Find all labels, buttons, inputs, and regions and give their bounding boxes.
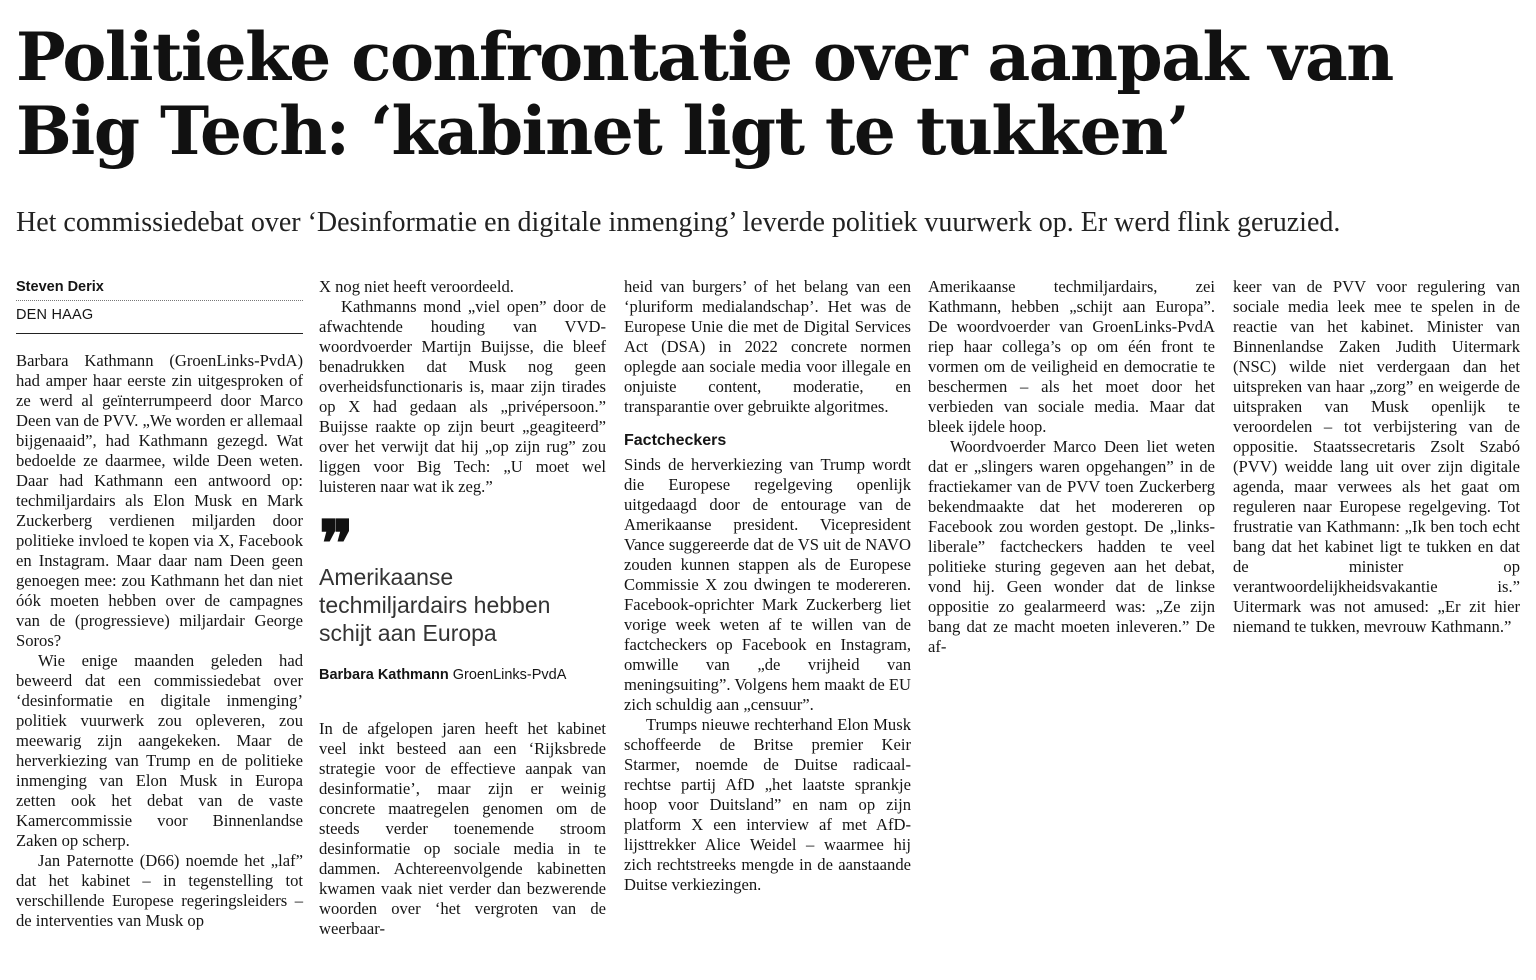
pull-quote-text: Amerikaanse techmiljardairs hebben schijt aan Europa <box>319 564 551 646</box>
pull-quote <box>319 507 606 685</box>
paragraph: Barbara Kathmann (GroenLinks-PvdA) had amper haar eerste zin uitgesproken of ze werd al geïnterrumpeerd door Marco Deen van de PVV. „We worden er allemaal bijgenaaid”, had Kathmann gezegd. Wat bedoelde ze daarmee, wilde Deen weten. Daar had Kathmann een antwoord op: techmiljardairs als Elon Musk en Mark Zuckerberg verdienen miljarden door politieke invloed te kopen via X, Facebook en Instagram. Maar daar nam Deen geen genoegen mee: zou Kathmann het dan niet óók moeten hebben over de campagnes van de (progressieve) miljardair George Soros? <box>16 351 303 650</box>
article-intro: Het commissiedebat over ‘Desinformatie en digitale inmenging’ leverde politiek vuurwerk op. Er werd flink geruzied. <box>16 207 1341 238</box>
article-column-5 <box>1233 277 1520 637</box>
article-column-4 <box>928 277 1215 657</box>
pull-quote-party: GroenLinks-PvdA <box>452 667 567 683</box>
pull-quote-name: Barbara Kathmann <box>319 667 449 683</box>
section-subheading: Factcheckers <box>624 432 727 449</box>
paragraph: In de afgelopen jaren heeft het kabinet veel inkt besteed aan een ‘Rijksbrede strategie voor de effectieve aanpak van desinformatie’, maar zijn er weinig concrete maatregelen genomen om de steeds verder toenemende stroom desinformatie op sociale media in te dammen. Achtereenvolgende kabinetten kwamen vaak niet verder dan bezwerende woorden over ‘het vergroten van de weerbaar- <box>319 719 606 938</box>
author-byline: Steven Derix <box>16 277 303 301</box>
paragraph: X nog niet heeft veroordeeld. <box>319 277 514 296</box>
dateline: DEN HAAG <box>16 301 303 334</box>
article-column-3 <box>624 277 911 895</box>
paragraph: Amerikaanse techmiljardairs, zei Kathmann, hebben „schijt aan Europa”. De woordvoerder van GroenLinks-PvdA riep haar collega’s op om één front te vormen om de veiligheid en democratie te beschermen – als het moet door het verbieden van sociale media. Maar dat bleek ijdele hoop. <box>928 277 1215 436</box>
paragraph: Woordvoerder Marco Deen liet weten dat er „slingers waren opgehangen” in de fractiekamer van de PVV toen Zuckerberg bekendmaakte dat het modereren op Facebook zou worden gestopt. De „links-liberale” factcheckers hadden te veel politieke sturing gegeven aan het debat, vond hij. Geen wonder dat de linkse oppositie zo gealarmeerd was: „Ze zijn bang dat ze macht moeten inleveren.” De af- <box>928 437 1215 656</box>
article-headline: Politieke confrontatie over aanpak van Big Tech: ‘kabinet ligt te tukken’ <box>16 18 1393 170</box>
paragraph: Kathmanns mond „viel open” door de afwachtende houding van VVD-woordvoerder Martijn Buijsse, die bleef benadrukken dat Musk nog geen overheidsfunctionaris is, maar zijn tirades op X had gedaan als „privépersoon.” Buijsse raakte op zijn beurt „geagiteerd” over het verwijt dat hij „op zijn rug” zou liggen voor Big Tech: „U moet wel luisteren naar wat ik zeg.” <box>319 297 606 496</box>
article-column-1 <box>16 277 303 931</box>
quote-mark-icon: ❞ <box>319 507 350 582</box>
article-column-2 <box>319 277 606 939</box>
pull-quote-attribution <box>319 665 606 685</box>
paragraph: heid van burgers’ of het belang van een ‘pluriform medialandschap’. Het was de Europese Unie die met de Digital Services Act (DSA) in 2022 concrete normen oplegde aan sociale media voor illegale en onjuiste content, moderatie, en transparantie over gebruikte algoritmes. <box>624 277 911 416</box>
paragraph: keer van de PVV voor regulering van sociale media leek mee te spelen in de reactie van het kabinet. Minister van Binnenlandse Zaken Judith Uitermark (NSC) wilde niet verdergaan dan het uitspreken van haar „zorg” en weigerde de uitspraken van Musk openlijk te veroordelen – tot verbijstering van de oppositie. Staatssecretaris Zsolt Szabó (PVV) weidde lang uit over zijn digitale agenda, maar verwees als het gaat om reguleren naar Europese regelgeving. Tot frustratie van Kathmann: „Ik ben toch echt bang dat het kabinet ligt te tukken en dat de minister op verantwoordelijkheidsvakantie is.” Uitermark was not amused: „Er zit hier niemand te tukken, mevrouw Kathmann.” <box>1233 277 1520 636</box>
paragraph: Wie enige maanden geleden had beweerd dat een commissiedebat over ‘desinformatie en digitale inmenging’ politiek vuurwerk zou opleveren, zou meewarig zijn aangekeken. Maar de herverkiezing van Trump en de politieke inmenging van Elon Musk in Europa zetten ook het debat van de vaste Kamercommissie voor Binnenlandse Zaken op scherp. <box>16 651 303 850</box>
paragraph: Jan Paternotte (D66) noemde het „laf” dat het kabinet – in tegenstelling tot verschillende Europese regeringsleiders – de interventies van Musk op <box>16 851 303 930</box>
paragraph: Sinds de herverkiezing van Trump wordt die Europese regelgeving openlijk uitgedaagd door de entourage van de Amerikaanse president. Vicepresident Vance suggereerde dat de VS uit de NAVO zouden kunnen stappen als de Europese Commissie X zou dwingen te modereren. Facebook-oprichter Mark Zuckerberg liet vorige week weten af te willen van de factcheckers op Facebook en Instagram, omwille van „de vrijheid van meningsuiting”. Volgens hem maakt de EU zich schuldig aan „censuur”. <box>624 455 911 714</box>
paragraph: Trumps nieuwe rechterhand Elon Musk schoffeerde de Britse premier Keir Starmer, noemde de Duitse radicaal-rechtse partij AfD „het laatste sprankje hoop voor Duitsland” en nam op zijn platform X een interview af met AfD-lijsttrekker Alice Weidel – waarmee hij zich rechtstreeks mengde in de aanstaande Duitse verkiezingen. <box>624 715 911 894</box>
